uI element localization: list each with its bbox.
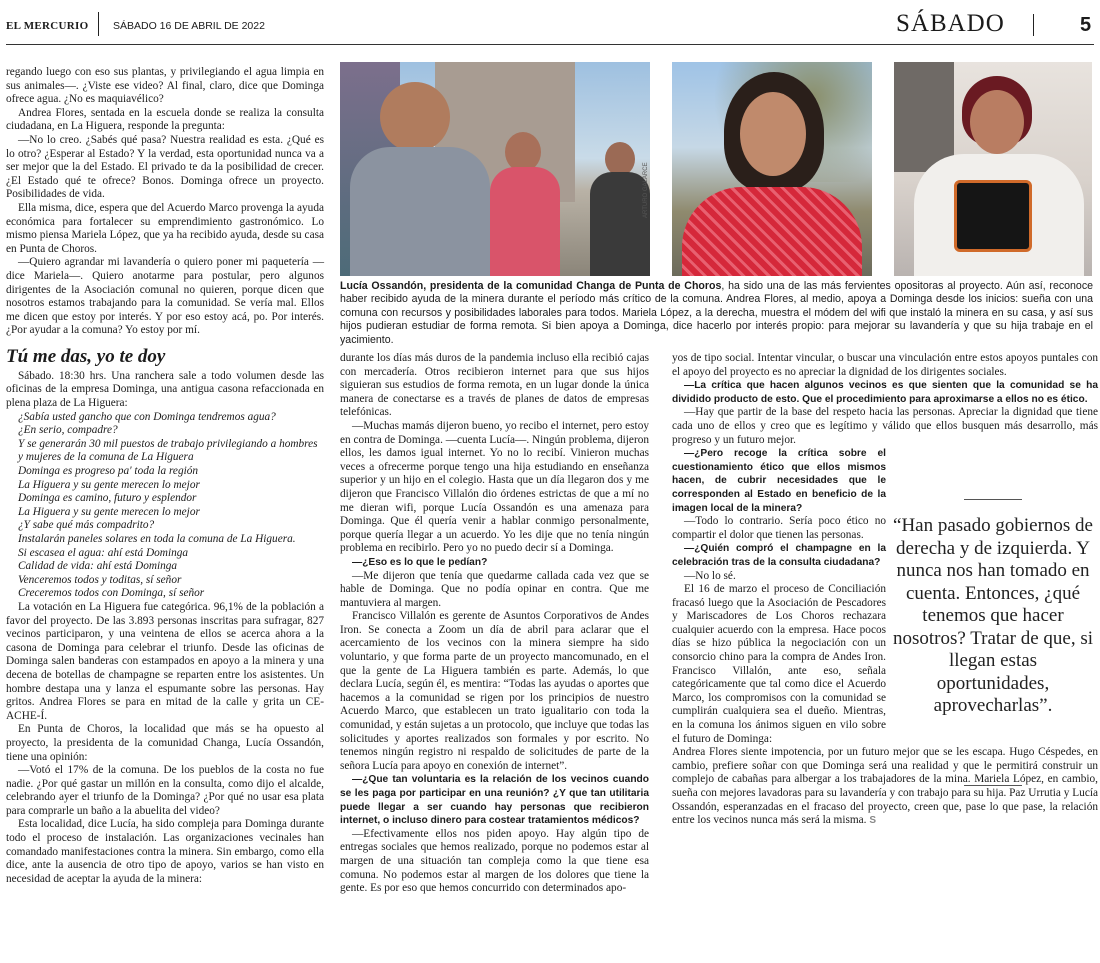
song-verse: ¿Sabía usted gancho que con Dominga tendremos agua? — [18, 410, 276, 423]
paragraph: durante los días más duros de la pandemia incluso ella recibió cajas con mercadería. Otros recibieron internet para que sus hijos siguieran sus estudios de forma remota, en un lugar donde la única manera de conectarse es a través de planes de datos de empresas telefónicas. — [340, 352, 649, 419]
newspaper-name: EL MERCURIO — [6, 20, 89, 32]
header-divider-right — [1033, 14, 1034, 36]
paragraph: —No lo creo. ¿Sabés qué pasa? Nuestra realidad es esta. ¿Qué es lo otro? ¿Esperar al Estado? Y la verdad, esta oportunidad nunca va a ser mejor que la del Estado. El privado te da la posibilidad de crecer. ¿El Estado qué te ofrece? Bonos. Dominga ofrece un proyecto. Posibilidades de vida. — [6, 133, 324, 201]
pullquote-rule-top — [964, 499, 1022, 500]
paragraph: Ella misma, dice, espera que del Acuerdo Marco provenga la ayuda económica para fortalecer su emprendimiento gastronómico. Lo mismo piensa Mariela López, que ya ha recibido ayuda, desde su casa en Punta de Choros. — [6, 201, 324, 255]
photo-mariela-lopez — [894, 62, 1092, 276]
paragraph: —No lo sé. — [684, 569, 736, 582]
photo-wifi-modem — [954, 180, 1032, 252]
song-verse: Creceremos todos con Dominga, sí señor — [18, 587, 205, 600]
paragraph: regando luego con eso sus plantas, y privilegiando el agua limpia en sus animales—. ¿Viste ese video? Al final, claro, dice que Dominga ofrece agua. ¿No es maquiavélico? — [6, 66, 324, 106]
paragraph-closing — [672, 746, 1098, 828]
photo-shelf — [894, 62, 954, 172]
paragraph: El 16 de marzo el proceso de Conciliación fracasó luego que la Asociación de Pescadores y Mariscadores de Los Choros rechazara cualquier acuerdo con la empresa. Hace pocos días se hizo pública la negociación con un consorcio chino para la compra de Andes Iron. Francisco Villalón, ante eso, señala categóricamente que tal como dice el Acuerdo Marco, los compromisos con la comunidad se cumplirán cualquiera sea el dueño. Mientras, en la comuna los ánimos siguen en vilo sobre el futuro de Dominga: — [672, 583, 886, 745]
paragraph-text: Andrea Flores siente impotencia, por un futuro mejor que se les escapa. Hugo Céspedes, en cambio, prefiere soñar con que Dominga será una realidad y que le permitirá construir un complejo de cabañas para albergar a los trabajadores de la mina. Mariela López, en cambio, sueña con mejores lavadoras para su lavandería y con trabajo para su hija. Paz Urrutia y Lucía Ossandón, esperanzadas en el fracaso del proyecto, creen que, pase lo que pase, la relación entre los vecinos nunca más será la misma. — [672, 746, 1098, 827]
photo-caption — [340, 280, 1093, 347]
paragraph: —Todo lo contrario. Sería poco ético no compartir el dolor que tienen las personas. — [672, 515, 886, 541]
song-verse: Dominga es camino, futuro y esplendor — [18, 492, 197, 505]
pull-quote: “Han pasado gobiernos de derecha y de izquierda. Y nunca nos han tomado en cuenta. Entonces, ¿qué tenemos que hacer nosotros? Tratar de que, si llegan estas oportunidades, aprovecharlas”. — [893, 515, 1094, 716]
photo-person-middle-body — [490, 167, 560, 276]
photo-person-left-body — [350, 147, 490, 276]
paragraph: En Punta de Choros, la localidad que más se ha opuesto al proyecto, la presidenta de la comunidad Changa, Lucía Ossandón, tiene una opinión: — [6, 723, 324, 763]
page-header — [0, 0, 1100, 46]
photo-credit: ARTURO GALARCE — [643, 162, 649, 218]
paragraph: La votación en La Higuera fue categórica. 96,1% de la población a favor del proyecto. De las 3.893 personas inscritas para sufragar, 827 vecinos participaron, y una veintena de ellos se acerca ahora a la casona de Dominga para celebrar el triunfo. Desde las oficinas de Dominga salen banderas con estampados en apoyo a la minera y una decena de botellas de champagne se reparten entre los asistentes. Un hombre destapa una y lanza el espumante sobre las personas. Hay gritos. Andrea Flores se para en mitad de la calle y grita un CE-ACHE-Í. — [6, 600, 324, 722]
song-verse: Y se generarán 30 mil puestos de trabajo privilegiando a hombres y mujeres de la comuna de La Higuera — [18, 437, 318, 464]
paragraph: Esta localidad, dice Lucía, ha sido compleja para Dominga durante todo el proceso de instalación. Las organizaciones vecinales han comandado manifestaciones contra la minera. Sin embargo, como ella dice, ante la ausencia de otro tipo de apoyo, varios se han visto en necesidad de aceptar la ayuda de la minera: — [6, 818, 324, 885]
paragraph: Francisco Villalón es gerente de Asuntos Corporativos de Andes Iron. Se conecta a Zoom un día de abril para aclarar que el acercamiento de los vecinos con la minera siempre ha sido voluntario, y que forma parte de un proyecto mancomunado, en el que la gente de La Higuera también es parte. Además, lo que declara Lucía, según él, es mentira: “Todas las ayudas o aportes que hacemos a la comunidad se rigen por los principios de nuestro Acuerdo Marco, que establecen un trato igualitario con toda la comunidad, y están sujetas a un protocolo, que incluye que todas las solicitudes y aportes realizados son formales y por escrito. No tenemos ningún registro ni respaldo de solicitudes de parte de la señora Lucía para apoyo en conexión de internet”. — [340, 610, 649, 772]
photo-andrea-flores — [672, 62, 872, 276]
pullquote-rule-bottom — [964, 785, 1022, 786]
photo-face — [740, 92, 806, 176]
photo-lucia-ossandon — [340, 62, 650, 276]
photo-face — [970, 90, 1024, 154]
song-verse: La Higuera y su gente merecen lo mejor — [18, 505, 200, 518]
paragraph: yos de tipo social. Intentar vincular, o buscar una vinculación entre estos apoyos puntales con el apoyo del proyecto es no apreciar la dignidad de los dirigentes sociales. — [672, 352, 1098, 378]
caption-text: , ha sido una de las más fervientes opositoras al proyecto. Aún así, reconoce haber recibido ayuda de la minera durante el período más crítico de la comuna. Andrea Flores, al medio, apoya a Dominga desde los inicios: sueña con una comuna con recursos y posibilidades laborales para todos. Mariela López, a la derecha, muestra el módem del wifi que instaló la minera en su casa, y así sus hijos pudieran estudiar de forma remota. Si bien apoya a Dominga, dice hacerlo por interés propio: para mejorar su lavandería y que su hija trabaje en el yacimiento. — [340, 280, 1094, 346]
paragraph: —Hay que partir de la base del respeto hacia las personas. Apreciar la dignidad que tiene cada uno de ellos y creo que es legítimo y válido que ellos busquen más desarrollo, más progreso y un futuro mejor. — [672, 406, 1098, 446]
song-verse: Dominga es progreso pa' toda la región — [18, 465, 199, 478]
paragraph: —Muchas mamás dijeron bueno, yo recibo el internet, pero estoy en contra de Dominga. —cuenta Lucía—. Ningún problema, dijeron ellos, les damos igual internet. Yo no lo recibí. Vinieron muchas veces a ofrecerme porque tengo una hija estudiando en enseñanza superior y un hijo en el colegio. Hasta que un día llegaron dos y me dijeron que Francisco Villalón dio órdenes estrictas de que a mí no me dieran wifi, porque Lucía Ossandón es una amenaza para Dominga. Que él quería venir a hablar conmigo personalmente, porque quería llegar a un acuerdo. Yo les dije que no tenía ningún problema en recibirlo. Pero yo no puedo decir sí a Dominga. — [340, 419, 649, 555]
song-verse: La Higuera y su gente merecen lo mejor — [18, 478, 200, 491]
photo-person-right-body — [590, 172, 650, 276]
paragraph: —Me dijeron que tenía que quedarme callada cada vez que se hable de Dominga. Que no podía opinar en contra. Que me mantuviera al margen. — [340, 569, 649, 609]
song-verse: ¿En serio, compadre? — [18, 424, 118, 437]
section-subheading: Tú me das, yo te doy — [6, 345, 166, 367]
interview-question: —¿Quién compró el champagne en la celebración tras de la consulta ciudadana? — [672, 543, 886, 568]
article-column-1 — [6, 66, 324, 886]
caption-lead: Lucía Ossandón, presidenta de la comunidad Changa de Punta de Choros — [340, 280, 722, 292]
photo-person-right — [605, 142, 635, 176]
paragraph: —Efectivamente ellos nos piden apoyo. Hay algún tipo de entregas sociales que hemos realizado, porque no podemos estar al margen de una situación tan compleja como la que tiene esa comuna. No podemos estar al margen de los dolores que tiene la gente. Es por eso que hemos concurrido con determinados apo- — [340, 827, 649, 895]
song-verse: Calidad de vida: ahí está Dominga — [18, 560, 178, 573]
paragraph: —Votó el 17% de la comuna. De los pueblos de la costa no fue nadie. ¿Por qué gastar un millón en la consulta, como dijo el alcalde, celebrando ayer el triunfo de la Dominga? ¿Por qué no usar esa plata para comprarle un baño a la abuelita del video? — [6, 764, 324, 817]
interview-question: —¿Que tan voluntaria es la relación de los vecinos cuando se les paga por participar en una reunión? ¿Y que tan utilitaria puede llegar a ser cuando hay personas que recibieron internet, o incluso dinero para costear tratamientos médicos? — [340, 774, 649, 827]
song-verse: ¿Y sabe qué más compadrito? — [18, 519, 155, 532]
paragraph: Sábado. 18:30 hrs. Una ranchera sale a todo volumen desde las oficinas de la empresa Dominga, una antigua casona refaccionada en plena plaza de La Higuera: — [6, 369, 324, 410]
page-number: 5 — [1080, 14, 1092, 36]
paragraph: Andrea Flores, sentada en la escuela donde se realiza la consulta ciudadana, en La Higuera, responde la pregunta: — [6, 106, 324, 133]
photo-person-middle — [505, 132, 541, 172]
section-title: SÁBADO — [896, 10, 1005, 37]
song-verse: Venceremos todos y toditas, sí señor — [18, 573, 182, 586]
end-mark: S — [869, 815, 876, 827]
header-rule — [6, 44, 1094, 45]
photo-body-red-shirt — [682, 187, 862, 276]
paragraph: —Quiero agrandar mi lavandería o quiero poner mi paquetería —dice Mariela—. Quiero anotarme para postular, pero algunos dirigentes de la Asociación comunal no quieren, porque dicen que nosotros estamos trabajando para la comunidad. Se vería mal. Ellos me dicen que estoy por interés. Y por eso estoy acá, po. Por interés. ¿Por ayudar a la comuna? Yo estoy por mí. — [6, 256, 324, 337]
interview-question: —¿Eso es lo que le pedían? — [352, 556, 488, 568]
issue-date: SÁBADO 16 DE ABRIL DE 2022 — [113, 20, 265, 32]
article-column-2 — [340, 352, 649, 896]
song-verse: Instalarán paneles solares en toda la comuna de La Higuera. — [18, 533, 296, 545]
interview-question: —¿Pero recoge la crítica sobre el cuestionamiento ético que ellos mismos hacen, de cubrir necesidades que le corresponden al Estado en beneficio de la imagen local de la minera? — [672, 448, 886, 514]
song-verse: Si escasea el agua: ahí está Dominga — [18, 546, 189, 559]
interview-question: —La crítica que hacen algunos vecinos es que sienten que la comunidad se ha dividido producto de esto. Que el procedimiento para aproximarse a ellos no es ético. — [672, 380, 1098, 405]
photo-person-left — [380, 82, 450, 152]
header-divider — [98, 12, 99, 36]
